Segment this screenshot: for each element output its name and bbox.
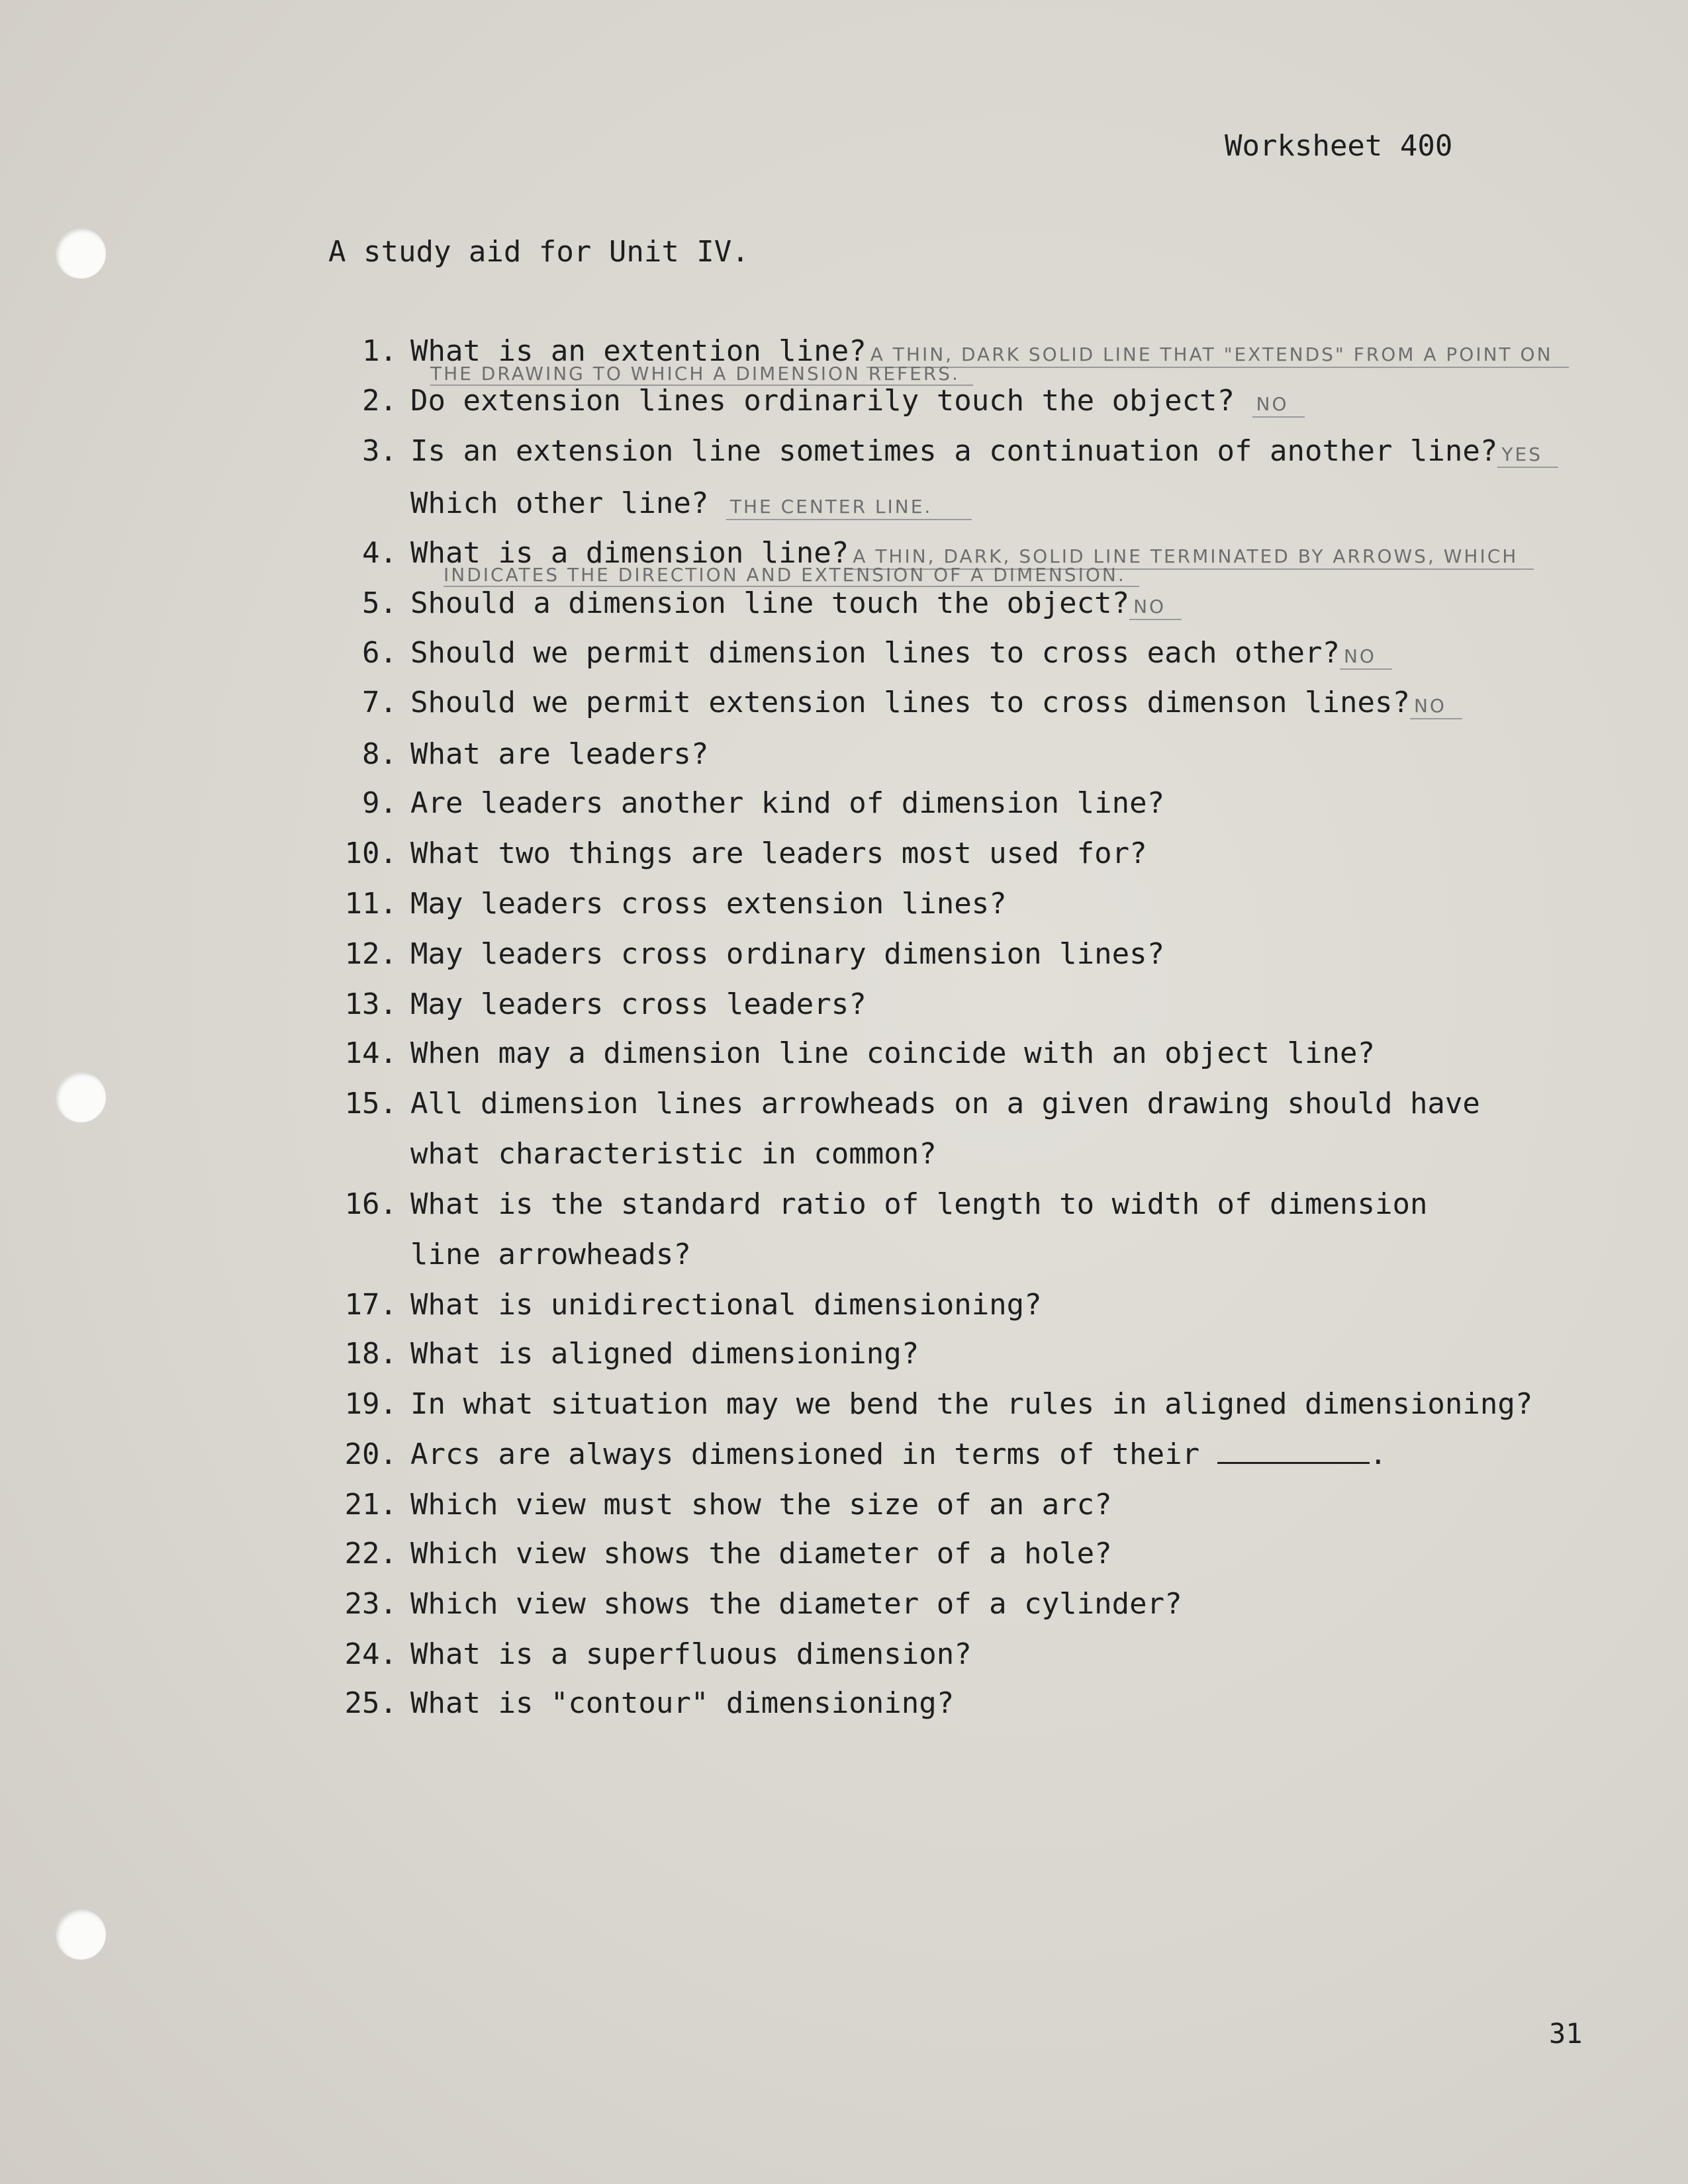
question-number: 17. [344,1288,397,1322]
question-15-continuation: what characteristic in common? [410,1137,937,1171]
subtitle: A study aid for Unit IV. [328,235,749,269]
question-text: Should a dimension line touch the object? [410,586,1130,620]
handwritten-answer-line-2: THE DRAWING TO WHICH A DIMENSION REFERS. [430,363,973,386]
question-number: 15. [344,1087,397,1120]
question-text: May leaders cross leaders? [410,987,867,1021]
question-text: Should we permit dimension lines to cross each other? [410,636,1340,670]
question-text: When may a dimension line coincide with an object line? [410,1036,1375,1070]
question-number: 14. [344,1036,397,1070]
question-text: Are leaders another kind of dimension line? [410,786,1165,820]
question-text: What two things are leaders most used for? [410,837,1147,870]
question-number: 22. [344,1537,397,1570]
question-text: May leaders cross ordinary dimension lines? [410,937,1165,971]
question-text: In what situation may we bend the rules in aligned dimensioning? [410,1387,1533,1421]
question-number: 10. [344,837,397,870]
handwritten-answer: NO [1252,393,1305,418]
handwritten-answer: NO [1410,695,1462,719]
question-number: 3. [362,434,397,468]
question-text: May leaders cross extension lines? [410,887,1007,921]
question-text: All dimension lines arrowheads on a given drawing should have [410,1087,1480,1120]
question-number: 18. [344,1337,397,1371]
question-text: What is a dimension line? [410,536,849,570]
question-text: Should we permit extension lines to cross dimenson lines? [410,686,1410,719]
worksheet-title: Worksheet 400 [1225,129,1453,163]
question-number: 7. [362,686,397,719]
question-suffix: . [1369,1437,1387,1471]
question-text: Which view must show the size of an arc? [410,1488,1112,1522]
question-number: 9. [362,786,397,820]
question-text: Which view shows the diameter of a hole? [410,1537,1112,1570]
question-number: 8. [362,737,397,771]
question-number: 1. [362,334,397,368]
question-text: Do extension lines ordinarily touch the object? [410,384,1235,418]
question-text: Which view shows the diameter of a cylinder? [410,1587,1182,1621]
question-number: 19. [344,1387,397,1421]
binder-hole-bottom [56,1909,106,1960]
question-text: What is aligned dimensioning? [410,1337,919,1371]
question-number: 2. [362,384,397,418]
question-text: What is an extention line? [410,334,867,368]
question-3-followup [410,486,972,520]
handwritten-answer: NO [1340,645,1392,670]
question-number: 24. [344,1637,397,1671]
page-number: 31 [1549,2017,1583,2050]
question-number: 4. [362,536,397,570]
question-number: 11. [344,887,397,921]
handwritten-answer: THE CENTER LINE. [726,496,972,520]
question-text: Which other line? [410,486,709,520]
handwritten-answer: NO [1129,596,1182,620]
question-text: Is an extension line sometimes a continuation of another line? [410,434,1498,468]
question-16-continuation: line arrowheads? [410,1238,691,1271]
question-number: 21. [344,1488,397,1522]
question-number: 20. [344,1437,397,1471]
handwritten-answer: YES [1497,443,1558,468]
binder-hole-top [56,228,106,279]
question-number: 16. [344,1187,397,1221]
binder-hole-middle [56,1072,106,1122]
question-text: What is a superfluous dimension? [410,1637,972,1671]
question-number: 13. [344,987,397,1021]
handwritten-answer: A THIN, DARK SOLID LINE THAT "EXTENDS" FROM A POINT ON [867,343,1569,368]
question-number: 6. [362,636,397,670]
fill-in-blank[interactable] [1217,1438,1370,1464]
question-text: What is "contour" dimensioning? [410,1686,955,1720]
question-text: What is the standard ratio of length to width of dimension [410,1187,1428,1221]
question-text: What are leaders? [410,737,709,771]
question-text: What is unidirectional dimensioning? [410,1288,1042,1322]
question-number: 23. [344,1587,397,1621]
question-number: 5. [362,586,397,620]
handwritten-answer: A THIN, DARK, SOLID LINE TERMINATED BY ARROWS, WHICH [849,545,1534,570]
question-text: Arcs are always dimensioned in terms of their [410,1437,1200,1471]
question-number: 12. [344,937,397,971]
handwritten-answer-line-2: INDICATES THE DIRECTION AND EXTENSION OF A DIMENSION. [444,564,1139,587]
question-number: 25. [344,1686,397,1720]
